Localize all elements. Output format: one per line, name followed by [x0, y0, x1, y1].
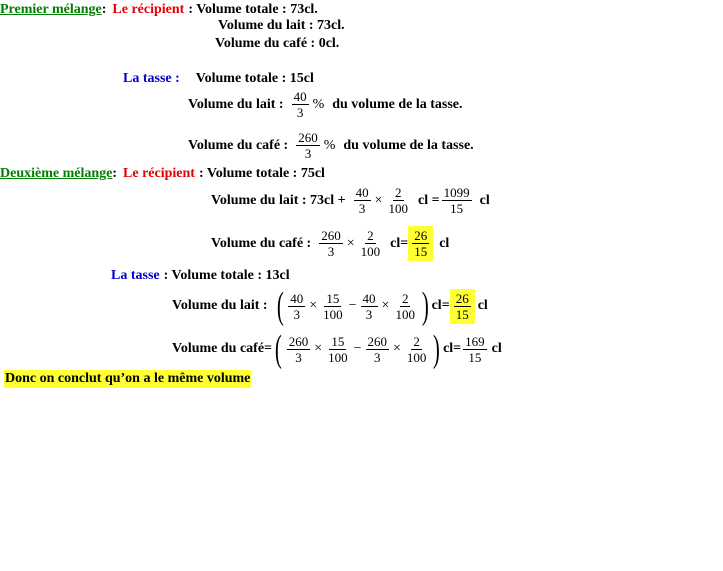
- fraction: $\frac{2}{100}$: [395, 290, 415, 322]
- fraction: $\frac{15}{100}$: [323, 290, 343, 322]
- deuxieme-header: [0, 166, 325, 182]
- premier-colon: :: [101, 2, 107, 17]
- conclusion: [4, 370, 251, 388]
- premier-volume-cafe: Volume du café : 0cl.: [215, 36, 340, 51]
- fraction: $\frac{26}{15}$: [455, 290, 469, 322]
- deuxieme-lait: Volume du lait : 73cl + $\frac{40}{3}$ × $\frac{2}{100}$ cl = $\frac{1099}{15}$ cl: [211, 185, 490, 216]
- fraction: $\frac{40}{3}$: [362, 290, 376, 322]
- fraction: $\frac{260}{3}$: [288, 333, 309, 365]
- fraction: $\frac{40}{3}$: [290, 290, 304, 322]
- deuxieme-recipient-label: Le récipient: [123, 166, 195, 181]
- fraction: $\frac{260}{3}$: [367, 333, 387, 365]
- deuxieme-tasse: [111, 268, 290, 284]
- highlight-result: [408, 226, 433, 261]
- deuxieme-title: Deuxième mélange: [0, 166, 113, 181]
- deuxieme-tasse-cafe-label: Volume du café=: [172, 341, 273, 356]
- conclusion-text: Donc on conclut qu’on a le même volume: [5, 371, 251, 386]
- deuxieme-tasse-cafe: Volume du café= ( $\frac{260}{3}$ × $\frac{15}{100}$ − $\frac{260}{3}$ × $\frac{2}{100}$ ) cl= $\frac{169}{15}$ cl: [172, 328, 502, 370]
- fraction: $\frac{2}{100}$: [360, 228, 381, 259]
- premier-volume-lait: Volume du lait : 73cl.: [218, 18, 345, 33]
- premier-volume-totale: : Volume totale : 73cl.: [188, 2, 318, 17]
- deuxieme-tasse-label: La tasse: [111, 268, 160, 283]
- fraction: $\frac{260}{3}$: [321, 228, 341, 259]
- deuxieme-tasse-lait-label: Volume du lait :: [172, 298, 268, 313]
- premier-recipient-label: Le récipient: [112, 2, 185, 17]
- highlight-result: [450, 289, 475, 324]
- deuxieme-colon: :: [112, 166, 118, 181]
- premier-tasse: [123, 71, 314, 87]
- premier-tasse-cafe: Volume du café : $\frac{260}{3}$ % du volume de la tasse.: [188, 130, 474, 161]
- fraction: $\frac{2}{100}$: [388, 185, 409, 216]
- fraction: $\frac{1099}{15}$: [443, 185, 470, 216]
- premier-tasse-cafe-label: Volume du café :: [188, 137, 289, 153]
- fraction: $\frac{40}{3}$: [355, 185, 369, 216]
- premier-tasse-label: La tasse :: [123, 71, 180, 86]
- premier-tasse-lait-label: Volume du lait :: [188, 96, 284, 112]
- premier-tasse-lait: Volume du lait : $\frac{40}{3}$ % du volume de la tasse.: [188, 89, 463, 120]
- deuxieme-tasse-volume-totale: : Volume totale : 13cl: [163, 268, 290, 283]
- fraction: $\frac{15}{100}$: [328, 333, 348, 365]
- fraction: $\frac{2}{100}$: [406, 333, 427, 365]
- fraction: $\frac{26}{15}$: [414, 228, 428, 259]
- premier-du-volume-cafe: du volume de la tasse.: [343, 137, 474, 153]
- deuxieme-cafe-label: Volume du café :: [211, 235, 312, 251]
- premier-title: Premier mélange: [0, 2, 102, 17]
- deuxieme-volume-totale: : Volume totale : 75cl: [198, 166, 325, 181]
- premier-tasse-volume-totale: Volume totale : 15cl: [195, 71, 314, 86]
- premier-du-volume: du volume de la tasse.: [332, 96, 463, 112]
- premier-header: [0, 2, 318, 18]
- deuxieme-cafe: Volume du café : $\frac{260}{3}$ × $\frac{2}{100}$ cl= $\frac{26}{15}$ cl: [211, 228, 450, 259]
- fraction: $\frac{169}{15}$: [465, 333, 485, 365]
- fraction: $\frac{260}{3}$: [298, 130, 318, 161]
- deuxieme-lait-label: Volume du lait : 73cl +: [211, 192, 346, 208]
- deuxieme-tasse-lait: Volume du lait : ( $\frac{40}{3}$ × $\frac{15}{100}$ − $\frac{40}{3}$ × $\frac{2}{100}$ ) cl= $\frac{26}{15}$ cl: [172, 285, 488, 327]
- fraction: $\frac{40}{3}$: [293, 89, 307, 120]
